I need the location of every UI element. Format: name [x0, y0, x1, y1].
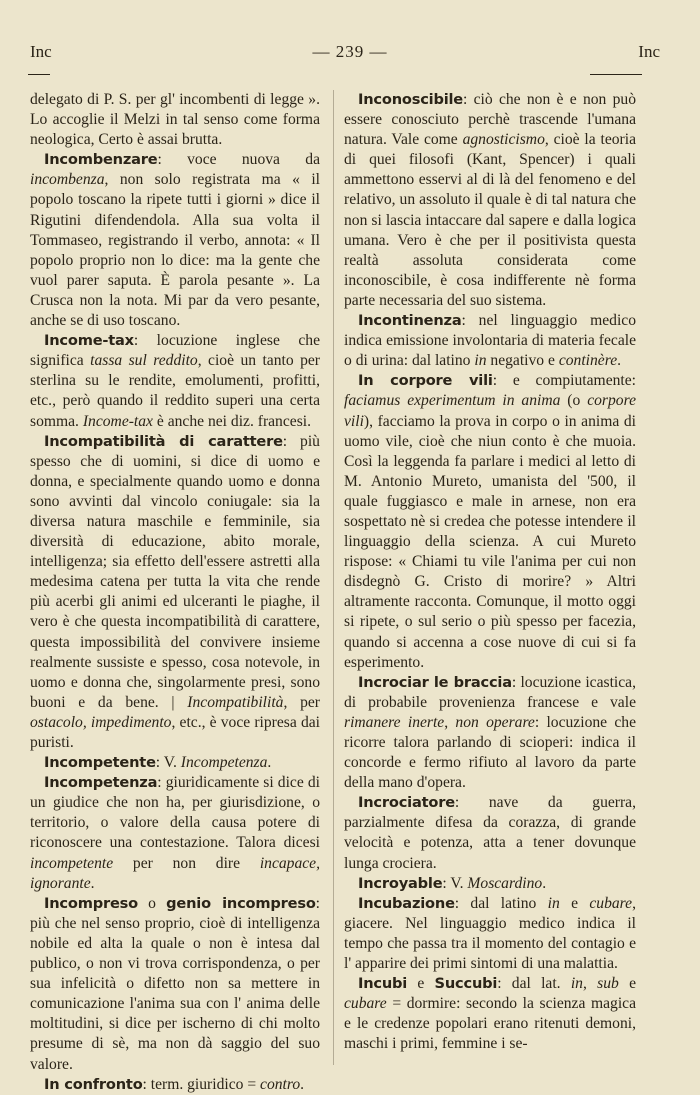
italic-term: non operare	[455, 713, 535, 731]
italic-term: incapace, ignorante	[30, 854, 320, 892]
italic-term: contro	[260, 1075, 301, 1093]
left-column	[30, 90, 320, 1093]
italic-term: faciamus experimentum in anima	[344, 392, 561, 410]
entry-incrociar	[344, 673, 636, 794]
italic-term: sub	[597, 975, 619, 993]
entry-text: .	[90, 874, 95, 892]
headword: Incontinenza	[358, 312, 462, 330]
entry-incompatibilita	[30, 432, 320, 754]
italic-term: in	[570, 975, 583, 993]
entry-text: : V.	[155, 754, 181, 772]
entry-incroyable	[344, 874, 636, 894]
entry-text: .	[617, 352, 622, 370]
italic-term: incombenza	[30, 171, 105, 189]
headword: Inconoscibile	[358, 91, 464, 108]
entry-text: per non dire	[113, 854, 260, 872]
entry-incompreso	[30, 894, 320, 1075]
entry-text: negativo e	[486, 352, 559, 370]
entry-text: , per	[283, 693, 320, 711]
headword: Incombenzare	[44, 151, 158, 169]
entry-text: (o	[560, 392, 588, 410]
italic-term: Incompetenza	[180, 754, 268, 772]
entry-text: : e compiutamente:	[492, 372, 636, 390]
entry-text: : ciò che non è e non può essere conosciuto perchè trascende l'umana natura. Vale come	[344, 91, 636, 149]
italic-term: agnosticismo	[462, 131, 545, 149]
entry-text: delegato di P. S. per gl' incombenti di legge ». Lo accoglie il Melzi in tal senso come forma neologica, Certo è assai brutta.	[30, 91, 320, 149]
headword: Incompetenza	[44, 774, 158, 792]
entry-text: , giacere. Nel linguaggio medico indica il tempo che passa tra il momento del contagio e l' apparire dei primi sintomi di una malattia.	[344, 894, 636, 973]
headword: Succubi	[434, 975, 498, 993]
headword: Incompreso	[44, 894, 138, 912]
entry-text: .	[300, 1075, 305, 1093]
entry-text: ,	[582, 975, 598, 993]
entry-cont	[30, 90, 320, 150]
italic-term: Moscardino	[467, 874, 543, 892]
italic-term: corpore vili	[344, 392, 636, 430]
entry-in-corpore-vili	[344, 371, 636, 672]
entry-text: , cioè un tanto per sterlina su le rendite, emolumenti, profitti, etc., però quando il reddito superi una certa somma.	[30, 352, 320, 430]
header-rule-left	[28, 74, 50, 75]
headword: Incubi	[358, 975, 408, 993]
italic-term: cubare	[589, 894, 633, 912]
entry-text: e	[407, 975, 435, 993]
entry-text: : dal latino	[454, 894, 548, 912]
italic-term: cubare	[344, 995, 387, 1013]
entry-text: : più spesso che di uomini, si dice di uomo e donna, e specialmente quando uomo e donna sono avvinti dal vincolo coniugale: sia la diversa natura maschile e femminile, sia diversità di educazione, abito morale, intelligenza; sia effetto dell'essere astretti alla medesima catena per tutta la vita che rende più acerbi gli animi ed ulceranti le piaghe, il vero è che questa incompatibilità di carattere, questa impossibilità del convivere insieme realmente sussiste e spesso, cosa notevole, in uomo e donna che, singolarmente presi, sono buoni e da bene. |	[30, 432, 320, 711]
entry-incubi	[344, 974, 636, 1054]
entry-text: : locuzione che ricorre talora parlando di scioperi: indica il concorde e fermo rifiuto al lavoro da parte della mano d'opera.	[344, 713, 636, 792]
header-left-guideword: Inc	[30, 42, 52, 61]
headword: In corpore vili	[358, 372, 493, 390]
headword: Income-tax	[44, 332, 134, 350]
italic-term: ostacolo, impedimento	[30, 713, 172, 731]
page-number: — 239 —	[312, 42, 388, 61]
headword: Incubazione	[358, 894, 455, 912]
headword: Incompatibilità di carattere	[44, 432, 283, 450]
italic-term: tassa sul reddito	[90, 352, 198, 370]
entry-text: : voce nuova da	[157, 151, 320, 169]
headword: genio incompreso	[166, 894, 316, 912]
headword: Incrociar le braccia	[358, 673, 512, 691]
italic-term: in	[474, 352, 487, 370]
entry-text: : nel linguaggio medico indica emissione involontaria di materia fecale o di urina: dal latino	[344, 312, 636, 370]
headword: Incrociatore	[358, 794, 455, 812]
entry-text: ,	[444, 713, 456, 731]
entry-text: : giuridicamente si dice di un giudice che non ha, per giurisdizione, o territorio, o valore della causa potere di riconoscere una contestazione. Talora dicesi	[30, 774, 320, 852]
entry-text: .	[542, 874, 547, 892]
column-divider	[333, 90, 334, 1065]
entry-text: .	[267, 754, 272, 772]
right-column	[344, 90, 636, 1080]
headword: Incompetente	[44, 754, 156, 772]
headword: In confronto	[44, 1075, 143, 1093]
entry-text: : più che nel senso proprio, cioè di intelligenza nobile ed alta la quale o non è intesa dal publico, o non vi trova corrispondenza, o per sua infelicità o difetto non sa mettere in comunicazione l'anima sua con l' anima delle moltitudini, si dice per ischerno di chi molto presume di sè, ma non dà saggio del suo valore.	[30, 894, 320, 1073]
italic-term: rimanere inerte	[344, 713, 445, 731]
headword: Incroyable	[358, 874, 443, 892]
entry-text: : dal lat.	[497, 975, 571, 993]
entry-income-tax	[30, 331, 320, 431]
header-rule-right	[590, 74, 642, 75]
entry-text: e	[559, 894, 590, 912]
header-right-guideword: Inc	[638, 42, 660, 61]
entry-inconoscibile	[344, 90, 636, 311]
entry-incubazione	[344, 894, 636, 974]
italic-term: in	[547, 894, 560, 912]
entry-incompetenza	[30, 773, 320, 894]
entry-text: e	[618, 975, 636, 993]
italic-term: incompetente	[30, 854, 114, 872]
entry-incombenzare	[30, 150, 320, 331]
entry-text: , cioè la teoria di quei filosofi (Kant, Spencer) i quali ammettono esservi al di là del fenomeno e del relativo, un assoluto il quale è di tal natura che non si lascia intaccare dal sapere e dalla logica umana. Vero è che per il positivista questa realtà assoluta considerata come inconoscibile, è cosa indifferente nè forma parte necessaria del suo sistema.	[344, 131, 636, 309]
entry-text: o	[137, 894, 167, 912]
entry-text: : nave da guerra, parzialmente difesa da corazza, di grande velocità e potenza, atta a tener dovunque lunga crociera.	[344, 794, 636, 872]
italic-term: Income-tax	[82, 412, 153, 430]
entry-text: , non solo registrata ma « il popolo toscano la ripete tutti i giorni » dice il Rigutini difendendola. Alla sua volta il Tommaseo, registrando il verbo, annota: « Il popolo proprio non lo dice: ma la gente che vuol parer saputa. È parola pesante ». La Crusca non la nota. Mi par da vero pesante, anche se di uso toscano.	[30, 171, 320, 330]
entry-text: ), facciamo la prova in corpo o in anima di uomo vile, cioè che niun conto è che muoia. Così la leggenda fa parlare i medici al letto di M. Antonio Mureto, umanista del '500, il quale fuggiasco e male in arnese, non era sospettato nè si credea che potesse intendere il linguaggio della scienza. A cui Mureto rispose: « Chiami tu vile l'anima per cui non disdegnò G. Cristo di morire? » Altri altramente racconta. Comunque, il motto oggi si ripete, o sul serio o più spesso per facezia, quando si accenna a cose nuove di cui si fa esperimento.	[344, 412, 636, 671]
entry-text: è anche nei diz. francesi.	[152, 412, 312, 430]
entry-in-confronto	[30, 1075, 320, 1095]
running-header	[0, 40, 700, 70]
entry-incrociatore	[344, 793, 636, 873]
entry-text: , etc., è voce ripresa dai puristi.	[30, 713, 320, 751]
italic-term: Incompatibilità	[187, 693, 284, 711]
entry-text: : locuzione inglese che significa	[30, 332, 320, 370]
italic-term: continère	[558, 352, 618, 370]
entry-text: : term. giuridico =	[142, 1075, 261, 1093]
entry-incompetente	[30, 753, 320, 773]
entry-text: : locuzione icastica, di probabile provenienza francese e vale	[344, 673, 636, 711]
entry-text: = dormire: secondo la scienza magica e le credenze popolari erano ritenuti demoni, maschi i primi, femmine i se-	[344, 995, 636, 1053]
entry-text: : V.	[442, 874, 468, 892]
entry-incontinenza	[344, 311, 636, 371]
